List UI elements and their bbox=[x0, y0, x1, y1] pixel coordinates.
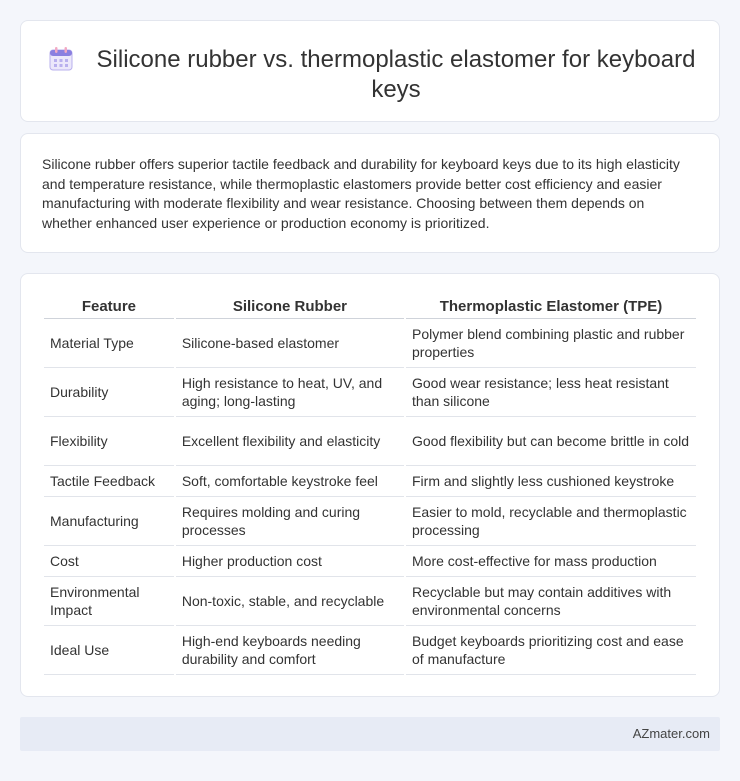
feature-cell: Ideal Use bbox=[44, 626, 174, 675]
silicone-cell: Requires molding and curing processes bbox=[176, 497, 404, 546]
feature-cell: Tactile Feedback bbox=[44, 466, 174, 497]
silicone-cell: Silicone-based elastomer bbox=[176, 319, 404, 368]
silicone-cell: Higher production cost bbox=[176, 546, 404, 577]
silicone-cell: Soft, comfortable keystroke feel bbox=[176, 466, 404, 497]
tpe-cell: Good wear resistance; less heat resistant than silicone bbox=[406, 368, 696, 417]
title-card bbox=[20, 20, 720, 122]
page-title: Silicone rubber vs. thermoplastic elastomer for keyboard keys bbox=[96, 46, 696, 103]
table-row bbox=[44, 497, 696, 546]
summary-text: Silicone rubber offers superior tactile feedback and durability for keyboard keys due to its high elasticity and temperature resistance, while thermoplastic elastomers provide better cost efficiency and easier manufacturing with moderate flexibility and wear resistance. Choosing between them depends on whether enhanced user experience or production economy is prioritized. bbox=[42, 156, 680, 231]
site-credit-link[interactable]: AZmater.com bbox=[632, 726, 710, 741]
table-row bbox=[44, 368, 696, 417]
tpe-cell: Easier to mold, recyclable and thermoplastic processing bbox=[406, 497, 696, 546]
tpe-cell: Budget keyboards prioritizing cost and ease of manufacture bbox=[406, 626, 696, 675]
tpe-cell: Firm and slightly less cushioned keystroke bbox=[406, 466, 696, 497]
silicone-cell: Non-toxic, stable, and recyclable bbox=[176, 577, 404, 626]
header-silicone-rubber: Silicone Rubber bbox=[176, 295, 404, 319]
feature-cell: Material Type bbox=[44, 319, 174, 368]
summary-card bbox=[20, 133, 720, 253]
tpe-cell: Polymer blend combining plastic and rubber properties bbox=[406, 319, 696, 368]
header-tpe: Thermoplastic Elastomer (TPE) bbox=[406, 295, 696, 319]
silicone-cell: Excellent flexibility and elasticity bbox=[176, 417, 404, 466]
feature-cell: Cost bbox=[44, 546, 174, 577]
footer-bar bbox=[20, 717, 720, 751]
table-row bbox=[44, 466, 696, 497]
header-feature: Feature bbox=[44, 295, 174, 319]
table-row bbox=[44, 546, 696, 577]
comparison-table bbox=[42, 295, 698, 675]
table-row bbox=[44, 626, 696, 675]
tpe-cell: Good flexibility but can become brittle in cold bbox=[406, 417, 696, 466]
feature-cell: Durability bbox=[44, 368, 174, 417]
table-row bbox=[44, 417, 696, 466]
calendar-icon bbox=[48, 46, 74, 72]
silicone-cell: High resistance to heat, UV, and aging; long-lasting bbox=[176, 368, 404, 417]
silicone-cell: High-end keyboards needing durability and comfort bbox=[176, 626, 404, 675]
tpe-cell: More cost-effective for mass production bbox=[406, 546, 696, 577]
table-header-row bbox=[44, 295, 696, 319]
comparison-table-card bbox=[20, 273, 720, 697]
feature-cell: Flexibility bbox=[44, 417, 174, 466]
table-row bbox=[44, 577, 696, 626]
feature-cell: Manufacturing bbox=[44, 497, 174, 546]
tpe-cell: Recyclable but may contain additives with environmental concerns bbox=[406, 577, 696, 626]
feature-cell: Environmental Impact bbox=[44, 577, 174, 626]
table-row bbox=[44, 319, 696, 368]
